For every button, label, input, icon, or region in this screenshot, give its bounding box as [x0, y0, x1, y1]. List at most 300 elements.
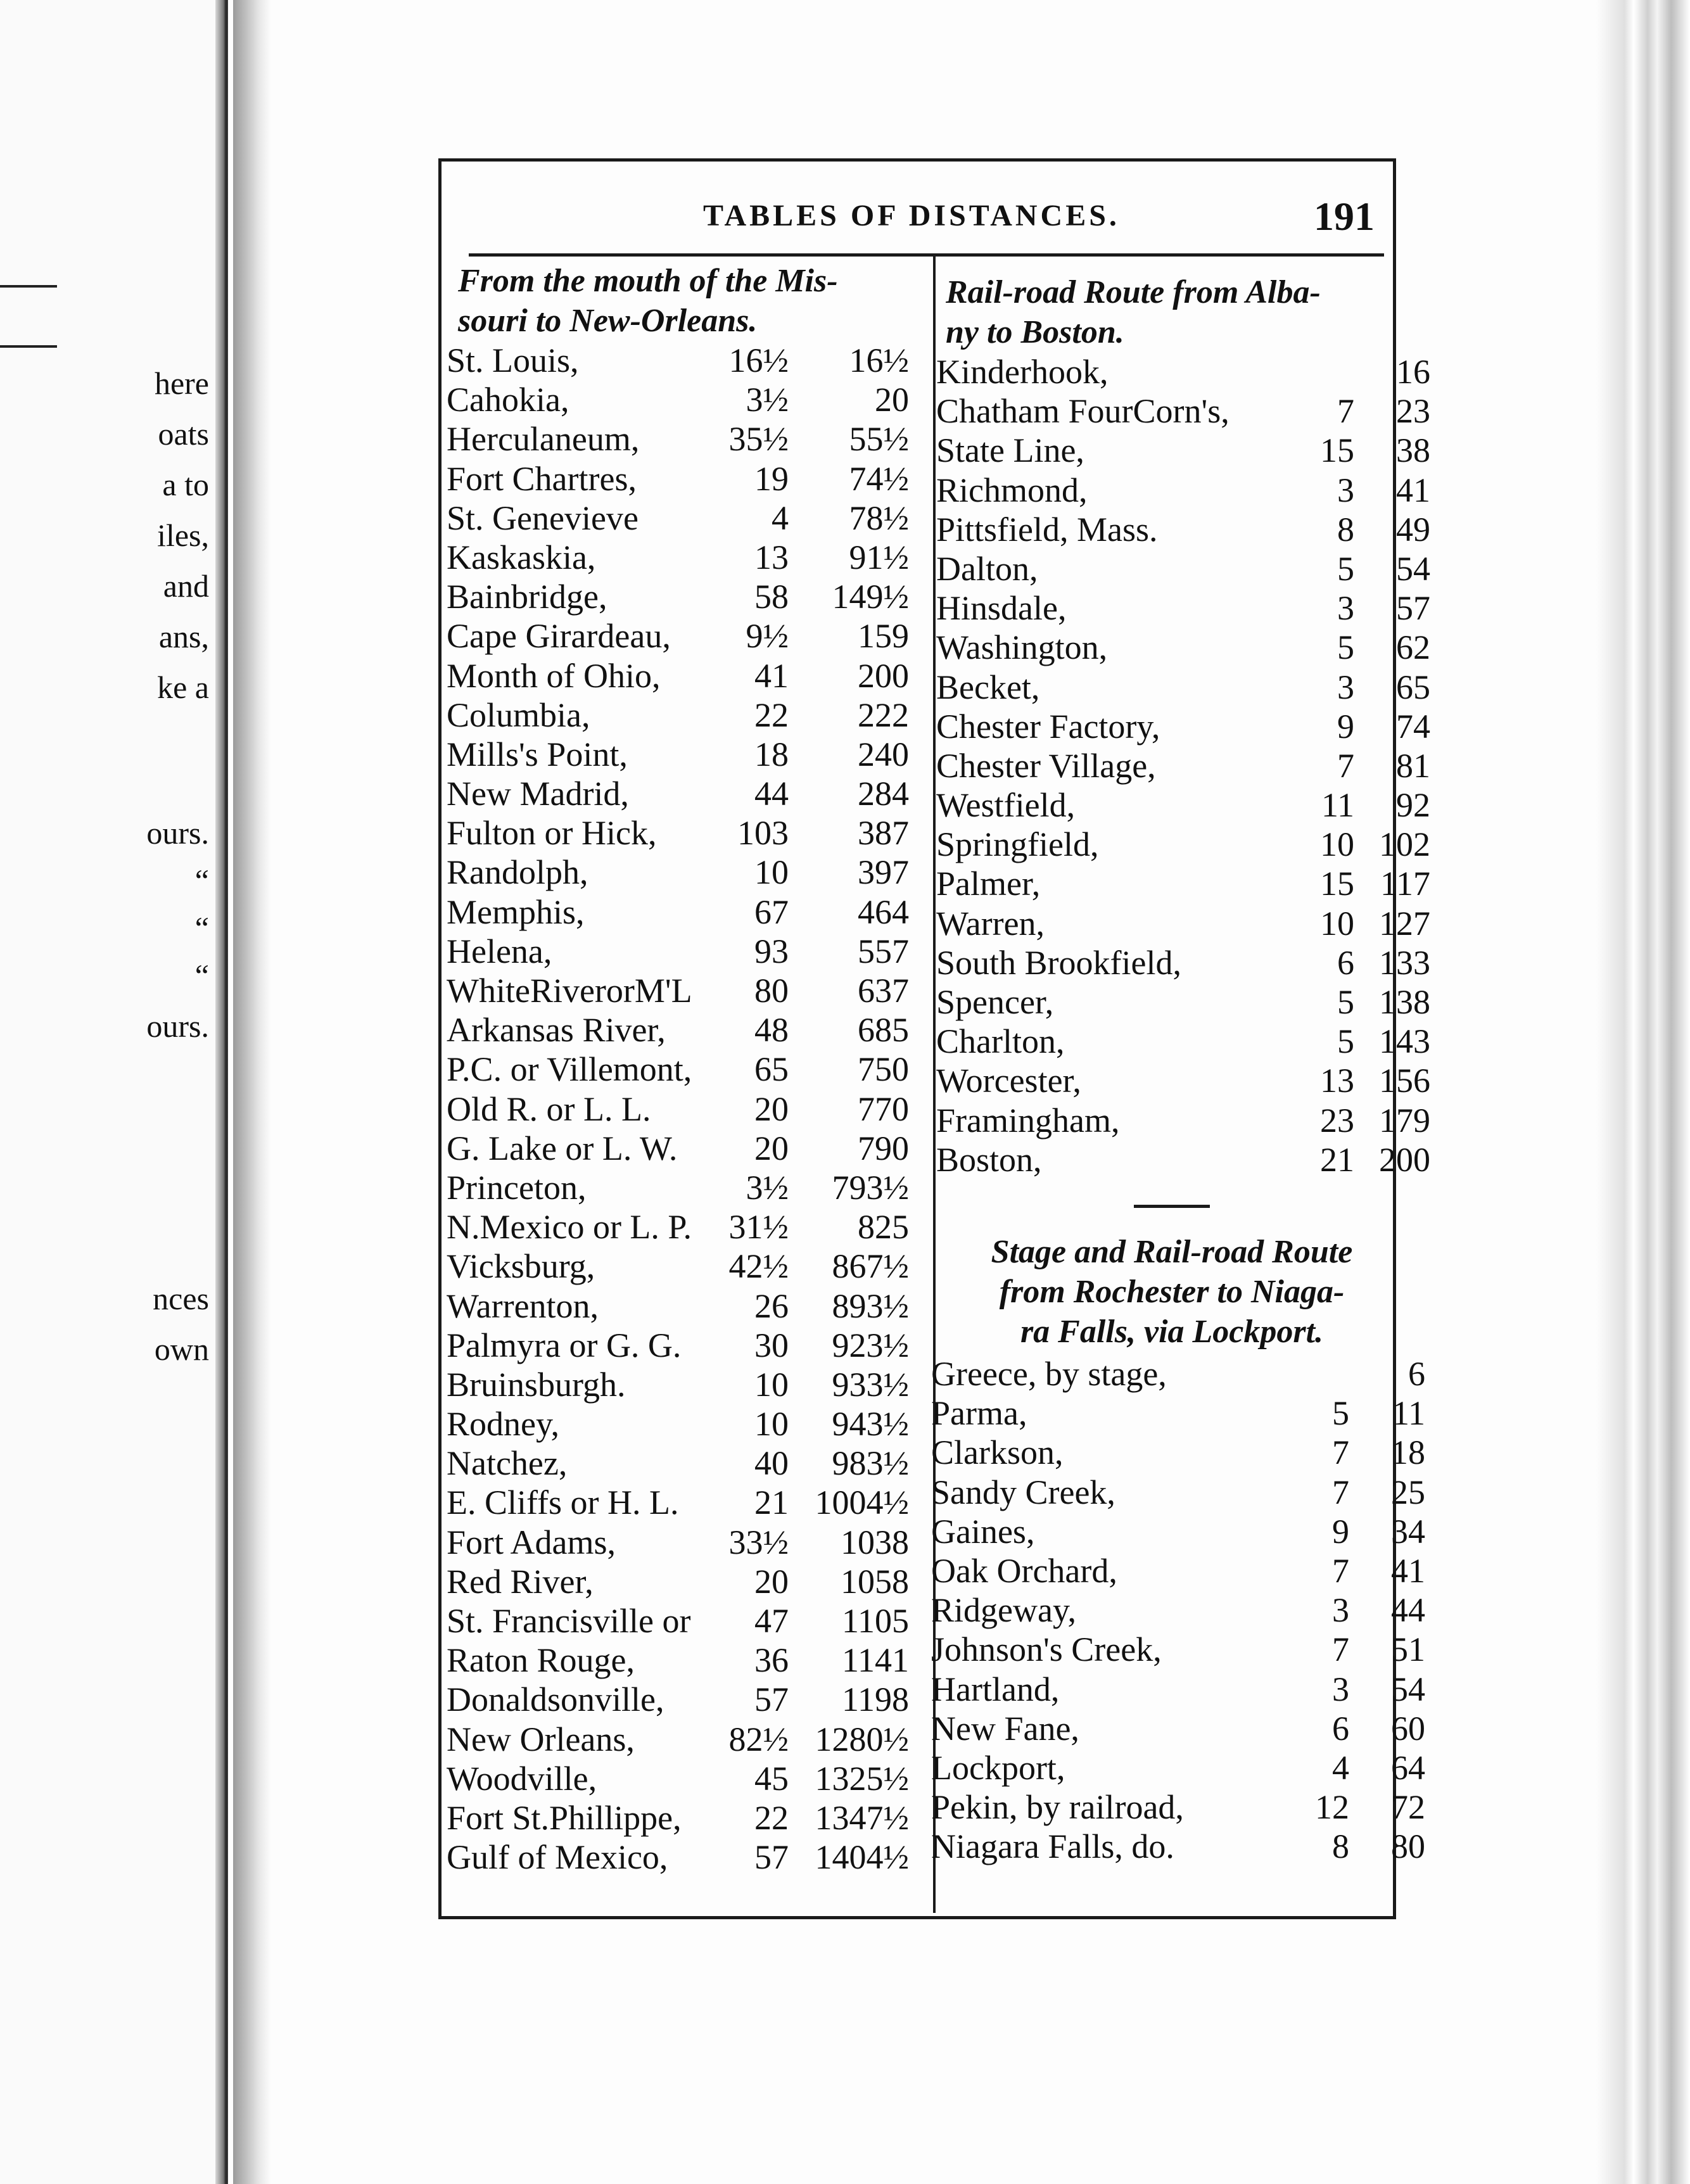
section-title: Rail-road Route from Alba- ny to Boston.	[946, 274, 1321, 350]
distance-value: 15	[1320, 865, 1354, 903]
distance-value: 4	[1332, 1748, 1349, 1787]
place-name: Charlton,	[936, 1022, 1065, 1061]
place-name: Cahokia,	[447, 381, 569, 419]
cumulative-distance: 44	[1391, 1591, 1425, 1630]
distance-value: 33½	[728, 1523, 789, 1561]
cumulative-distance: 943½	[832, 1405, 909, 1444]
table-row	[447, 380, 928, 419]
cumulative-distance: 557	[858, 932, 909, 970]
cumulative-distance: 54	[1391, 1670, 1425, 1708]
cumulative-distance: 793½	[832, 1168, 909, 1207]
cumulative-distance: 893½	[832, 1286, 909, 1325]
distance-value: 3	[1337, 471, 1354, 509]
distance-value: 9	[1332, 1512, 1349, 1551]
table-row	[936, 668, 1430, 707]
place-name: St. Genevieve	[447, 498, 639, 537]
distance-value: 65	[754, 1050, 789, 1089]
table-row	[931, 1787, 1425, 1827]
distance-value: 30	[754, 1326, 789, 1364]
distance-value: 12	[1315, 1788, 1349, 1827]
distance-value: 3½	[746, 381, 789, 419]
cumulative-distance: 102	[1379, 825, 1430, 864]
place-name: Cape Girardeau,	[447, 617, 671, 656]
table-row	[447, 853, 928, 892]
cumulative-distance: 6	[1408, 1355, 1425, 1393]
place-name: Month of Ohio,	[447, 656, 661, 695]
distance-value: 20	[754, 1129, 789, 1167]
cumulative-distance: 1038	[841, 1523, 909, 1561]
cumulative-distance: 464	[858, 892, 909, 931]
place-name: Hinsdale,	[936, 589, 1067, 628]
place-name: Oak Orchard,	[931, 1551, 1117, 1590]
book-gutter	[233, 0, 271, 2184]
place-name: Fort St.Phillippe,	[447, 1798, 682, 1837]
cumulative-distance: 72	[1391, 1788, 1425, 1827]
table-row	[936, 904, 1430, 943]
cumulative-distance: 637	[858, 972, 909, 1010]
place-name: Framingham,	[936, 1101, 1120, 1140]
distance-value: 10	[1320, 825, 1354, 864]
distance-value: 20	[754, 1562, 789, 1601]
place-name: Fort Chartres,	[447, 459, 637, 498]
distance-value: 3	[1332, 1591, 1349, 1630]
rochester-route-table	[931, 1232, 1425, 1866]
cumulative-distance: 983½	[832, 1444, 909, 1483]
place-name: Donaldsonville,	[447, 1680, 664, 1719]
table-row	[931, 1473, 1425, 1512]
facing-page-fragment: and	[163, 568, 209, 604]
place-name: Kinderhook,	[936, 353, 1109, 391]
cumulative-distance: 825	[858, 1208, 909, 1247]
facing-page-rule	[0, 345, 57, 348]
table-row	[447, 1089, 928, 1129]
cumulative-distance: 770	[858, 1089, 909, 1128]
place-name: Natchez,	[447, 1444, 568, 1483]
distance-value: 8	[1337, 510, 1354, 549]
place-name: Bainbridge,	[447, 578, 607, 616]
distance-value: 3	[1337, 589, 1354, 628]
table-row	[447, 932, 928, 971]
place-name: Chester Factory,	[936, 707, 1160, 746]
distance-value: 15	[1320, 431, 1354, 470]
table-row	[931, 1709, 1425, 1748]
place-name: Springfield,	[936, 825, 1099, 864]
place-name: Sandy Creek,	[931, 1473, 1115, 1511]
place-name: Richmond,	[936, 471, 1088, 509]
cumulative-distance: 57	[1396, 589, 1430, 628]
cumulative-distance: 64	[1391, 1748, 1425, 1787]
place-name: P.C. or Villemont,	[447, 1050, 692, 1089]
cumulative-distance: 240	[858, 735, 909, 773]
cumulative-distance: 923½	[832, 1326, 909, 1364]
cumulative-distance: 74½	[849, 459, 909, 498]
table-row	[447, 419, 928, 459]
place-name: New Orleans,	[447, 1720, 635, 1758]
place-name: Arkansas River,	[447, 1011, 666, 1050]
distance-value: 45	[754, 1759, 789, 1798]
cumulative-distance: 1105	[842, 1602, 909, 1640]
cumulative-distance: 138	[1379, 983, 1430, 1021]
place-name: Pittsfield, Mass.	[936, 510, 1158, 549]
cumulative-distance: 387	[858, 814, 909, 853]
table-row	[936, 431, 1430, 470]
cumulative-distance: 1280½	[815, 1720, 909, 1758]
cumulative-distance: 1141	[842, 1641, 909, 1680]
table-row	[447, 1444, 928, 1483]
distance-value: 3	[1337, 668, 1354, 706]
page-header	[462, 193, 1375, 244]
cumulative-distance: 179	[1379, 1101, 1430, 1140]
table-row	[936, 1140, 1430, 1179]
place-name: Hartland,	[931, 1670, 1060, 1708]
facing-page-fragment: “	[194, 958, 209, 993]
place-name: Worcester,	[936, 1062, 1081, 1100]
distance-value: 7	[1332, 1473, 1349, 1511]
cumulative-distance: 867½	[832, 1247, 909, 1286]
place-name: Palmer,	[936, 865, 1041, 903]
cumulative-distance: 34	[1391, 1512, 1425, 1551]
distance-value: 11	[1321, 786, 1354, 825]
distance-value: 48	[754, 1011, 789, 1050]
facing-page-fragment: oats	[158, 416, 209, 452]
table-rows	[931, 1354, 1425, 1866]
table-row	[447, 774, 928, 813]
distance-value: 19	[754, 459, 789, 498]
table-row	[931, 1630, 1425, 1669]
table-row	[447, 971, 928, 1010]
facing-page-fragment: “	[194, 910, 209, 946]
table-row	[447, 459, 928, 498]
table-row	[931, 1827, 1425, 1866]
cumulative-distance: 127	[1379, 904, 1430, 943]
distance-value: 7	[1337, 746, 1354, 785]
table-row	[447, 813, 928, 853]
table-rows	[936, 352, 1430, 1179]
table-row	[447, 735, 928, 774]
table-row	[936, 1061, 1430, 1100]
table-row	[936, 707, 1430, 746]
page-number: 191	[1314, 194, 1375, 239]
table-row	[447, 1641, 928, 1680]
distance-value: 5	[1337, 628, 1354, 667]
place-name: Memphis,	[447, 892, 585, 931]
table-row	[447, 695, 928, 735]
cumulative-distance: 1058	[841, 1562, 909, 1601]
place-name: Warrenton,	[447, 1286, 599, 1325]
table-row	[447, 1680, 928, 1719]
facing-page-fragment: ours.	[146, 1008, 209, 1044]
table-row	[447, 1129, 928, 1168]
distance-value: 23	[1320, 1101, 1354, 1140]
cumulative-distance: 222	[858, 695, 909, 734]
distance-value: 13	[1320, 1062, 1354, 1100]
place-name: WhiteRiverorM'L	[447, 972, 692, 1010]
cumulative-distance: 149½	[832, 578, 909, 616]
facing-page-fragment: “	[194, 863, 209, 898]
cumulative-distance: 54	[1396, 549, 1430, 588]
cumulative-distance: 20	[875, 381, 909, 419]
cumulative-distance: 200	[858, 656, 909, 695]
distance-value: 18	[754, 735, 789, 773]
distance-value: 26	[754, 1286, 789, 1325]
place-name: New Madrid,	[447, 775, 629, 813]
cumulative-distance: 159	[858, 617, 909, 656]
distance-value: 10	[754, 1405, 789, 1444]
place-name: Lockport,	[931, 1748, 1065, 1787]
section-title: From the mouth of the Mis- souri to New-Orleans.	[458, 263, 838, 339]
place-name: E. Cliffs or H. L.	[447, 1483, 679, 1522]
place-name: Chatham FourCorn's,	[936, 392, 1229, 431]
cumulative-distance: 38	[1396, 431, 1430, 470]
distance-value: 8	[1332, 1827, 1349, 1866]
table-row	[447, 1326, 928, 1365]
distance-value: 57	[754, 1680, 789, 1719]
cumulative-distance: 933½	[832, 1365, 909, 1404]
table-row	[447, 1286, 928, 1326]
place-name: Dalton,	[936, 549, 1038, 588]
place-name: Spencer,	[936, 983, 1054, 1021]
place-name: St. Louis,	[447, 341, 579, 379]
table-row	[936, 549, 1430, 588]
distance-value: 5	[1332, 1394, 1349, 1433]
facing-page-fragment: ke a	[157, 670, 209, 705]
place-name: Westfield,	[936, 786, 1076, 825]
distance-value: 47	[754, 1602, 789, 1640]
header-rule	[469, 253, 1384, 257]
table-row	[931, 1670, 1425, 1709]
table-row	[447, 616, 928, 656]
place-name: Parma,	[931, 1394, 1027, 1433]
cumulative-distance: 74	[1396, 707, 1430, 746]
distance-value: 44	[754, 775, 789, 813]
distance-value: 9	[1337, 707, 1354, 746]
distance-value: 7	[1332, 1551, 1349, 1590]
cumulative-distance: 25	[1391, 1473, 1425, 1511]
distance-value: 10	[754, 1365, 789, 1404]
cumulative-distance: 78½	[849, 498, 909, 537]
table-row	[447, 1523, 928, 1562]
distance-value: 21	[1320, 1140, 1354, 1179]
place-name: N.Mexico or L. P.	[447, 1208, 692, 1247]
table-row	[931, 1551, 1425, 1590]
place-name: Woodville,	[447, 1759, 597, 1798]
place-name: Vicksburg,	[447, 1247, 595, 1286]
table-row	[447, 1720, 928, 1759]
section-divider	[1134, 1205, 1210, 1208]
distance-value: 9½	[746, 617, 789, 656]
table-row	[447, 1601, 928, 1641]
facing-page-fragment: ours.	[146, 815, 209, 851]
table-row	[447, 1483, 928, 1522]
cumulative-distance: 41	[1391, 1551, 1425, 1590]
table-row	[447, 538, 928, 577]
place-name: Fort Adams,	[447, 1523, 616, 1561]
facing-page-sliver	[0, 0, 228, 2184]
distance-value: 58	[754, 578, 789, 616]
table-row	[447, 1168, 928, 1207]
place-name: Gaines,	[931, 1512, 1035, 1551]
place-name: Bruinsburgh.	[447, 1365, 626, 1404]
table-row	[447, 656, 928, 695]
table-row	[936, 628, 1430, 667]
place-name: Rodney,	[447, 1405, 559, 1444]
place-name: Herculaneum,	[447, 420, 640, 459]
place-name: Johnson's Creek,	[931, 1630, 1162, 1669]
cumulative-distance: 60	[1391, 1709, 1425, 1748]
cumulative-distance: 284	[858, 775, 909, 813]
table-row	[447, 1798, 928, 1838]
distance-value: 10	[1320, 904, 1354, 943]
cumulative-distance: 397	[858, 853, 909, 892]
table-row	[447, 1010, 928, 1050]
distance-value: 7	[1332, 1630, 1349, 1669]
place-name: Red River,	[447, 1562, 594, 1601]
place-name: State Line,	[936, 431, 1084, 470]
table-row	[931, 1748, 1425, 1787]
cumulative-distance: 92	[1396, 786, 1430, 825]
cumulative-distance: 16½	[849, 341, 909, 379]
distance-value: 103	[737, 814, 789, 853]
table-row	[936, 1022, 1430, 1061]
place-name: Kaskaskia,	[447, 538, 596, 576]
place-name: Chester Village,	[936, 746, 1156, 785]
cumulative-distance: 11	[1392, 1394, 1425, 1433]
place-name: Old R. or L. L.	[447, 1089, 651, 1128]
table-row	[447, 892, 928, 932]
place-name: Palmyra or G. G.	[447, 1326, 682, 1364]
facing-page-fragment: ans,	[158, 619, 209, 654]
place-name: Fulton or Hick,	[447, 814, 657, 853]
table-row	[936, 391, 1430, 431]
cumulative-distance: 200	[1379, 1140, 1430, 1179]
distance-value: 41	[754, 656, 789, 695]
cumulative-distance: 62	[1396, 628, 1430, 667]
place-name: Mills's Point,	[447, 735, 628, 773]
cumulative-distance: 117	[1380, 865, 1430, 903]
distance-value: 22	[754, 1798, 789, 1837]
distance-value: 16½	[728, 341, 789, 379]
distance-value: 80	[754, 972, 789, 1010]
table-row	[447, 1207, 928, 1247]
place-name: Warren,	[936, 904, 1045, 943]
table-rows	[447, 341, 928, 1877]
table-row	[447, 1365, 928, 1404]
place-name: Randolph,	[447, 853, 588, 892]
place-name: St. Francisville or	[447, 1602, 691, 1640]
distance-value: 36	[754, 1641, 789, 1680]
cumulative-distance: 91½	[849, 538, 909, 576]
table-row	[447, 1404, 928, 1444]
missouri-route-table	[447, 261, 928, 1877]
place-name: Raton Rouge,	[447, 1641, 635, 1680]
page-edge-shadow	[215, 0, 228, 2184]
table-row	[936, 825, 1430, 864]
place-name: South Brookfield,	[936, 943, 1181, 982]
distance-value: 67	[754, 892, 789, 931]
table-row	[931, 1433, 1425, 1472]
cumulative-distance: 143	[1379, 1022, 1430, 1061]
table-row	[936, 510, 1430, 549]
table-row	[447, 1759, 928, 1798]
cumulative-distance: 1404½	[815, 1838, 909, 1877]
table-row	[936, 864, 1430, 903]
distance-value: 7	[1337, 392, 1354, 431]
table-row	[447, 1247, 928, 1286]
cumulative-distance: 685	[858, 1011, 909, 1050]
place-name: Washington,	[936, 628, 1108, 667]
cumulative-distance: 790	[858, 1129, 909, 1167]
distance-value: 40	[754, 1444, 789, 1483]
distance-value: 6	[1337, 943, 1354, 982]
distance-value: 10	[754, 853, 789, 892]
book-right-edge	[1596, 0, 1690, 2184]
table-row	[936, 943, 1430, 982]
distance-value: 93	[754, 932, 789, 970]
cumulative-distance: 156	[1379, 1062, 1430, 1100]
cumulative-distance: 1325½	[815, 1759, 909, 1798]
place-name: Greece, by stage,	[931, 1355, 1167, 1393]
cumulative-distance: 41	[1396, 471, 1430, 509]
cumulative-distance: 133	[1379, 943, 1430, 982]
cumulative-distance: 49	[1396, 510, 1430, 549]
albany-route-table	[936, 272, 1430, 1179]
facing-page-fragment: here	[154, 365, 209, 401]
table-row	[936, 785, 1430, 825]
cumulative-distance: 80	[1391, 1827, 1425, 1866]
distance-value: 5	[1337, 549, 1354, 588]
place-name: Ridgeway,	[931, 1591, 1076, 1630]
distance-value: 5	[1337, 983, 1354, 1021]
distance-value: 20	[754, 1089, 789, 1128]
facing-page-fragment: iles,	[157, 517, 209, 553]
place-name: Helena,	[447, 932, 552, 970]
cumulative-distance: 81	[1396, 746, 1430, 785]
facing-page-fragment: a to	[162, 467, 209, 502]
place-name: Pekin, by railroad,	[931, 1788, 1184, 1827]
distance-value: 21	[754, 1483, 789, 1522]
distance-value: 82½	[728, 1720, 789, 1758]
table-row	[931, 1354, 1425, 1394]
table-row	[936, 982, 1430, 1022]
place-name: New Fane,	[931, 1709, 1079, 1748]
distance-value: 6	[1332, 1709, 1349, 1748]
distance-value: 35½	[728, 420, 789, 459]
distance-value: 13	[754, 538, 789, 576]
distance-value: 7	[1332, 1433, 1349, 1472]
distance-value: 5	[1337, 1022, 1354, 1061]
table-row	[447, 1562, 928, 1601]
cumulative-distance: 1198	[842, 1680, 909, 1719]
place-name: Becket,	[936, 668, 1040, 706]
table-row	[447, 1838, 928, 1877]
place-name: Niagara Falls, do.	[931, 1827, 1174, 1866]
facing-page-fragment: own	[154, 1331, 209, 1367]
table-row	[447, 1050, 928, 1089]
cumulative-distance: 65	[1396, 668, 1430, 706]
table-row	[936, 1101, 1430, 1140]
cumulative-distance: 23	[1396, 392, 1430, 431]
cumulative-distance: 1004½	[815, 1483, 909, 1522]
distance-value: 4	[772, 498, 789, 537]
table-row	[447, 577, 928, 616]
place-name: Columbia,	[447, 695, 590, 734]
place-name: Clarkson,	[931, 1433, 1064, 1472]
table-row	[936, 352, 1430, 391]
cumulative-distance: 1347½	[815, 1798, 909, 1837]
table-row	[931, 1590, 1425, 1630]
place-name: Princeton,	[447, 1168, 587, 1207]
cumulative-distance: 16	[1396, 353, 1430, 391]
